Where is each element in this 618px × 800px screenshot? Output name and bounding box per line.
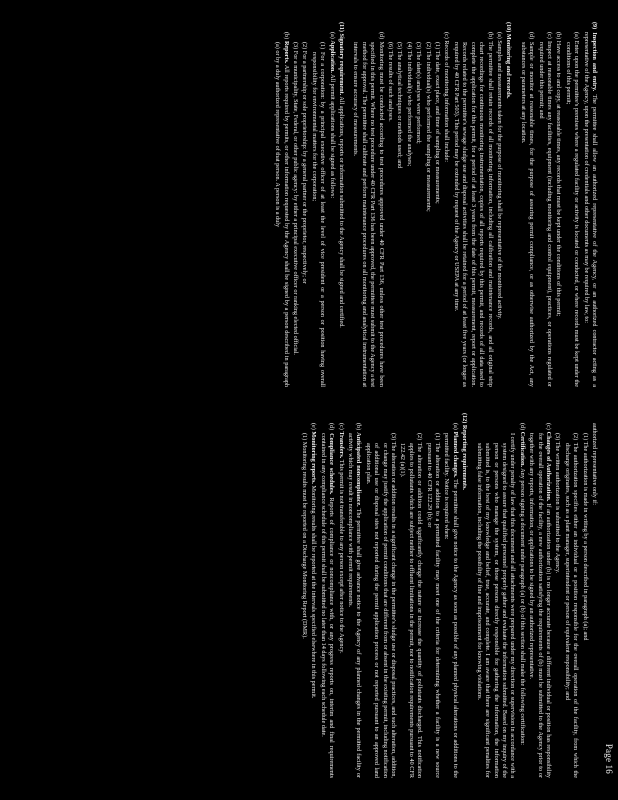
paragraph-text: Monitoring results shall be reported at the intervals specified elsewhere in this permit.: [310, 485, 318, 699]
paragraph-11b-cont: [590, 413, 598, 778]
paragraph-10: [504, 22, 512, 387]
paragraph-label: (3): [415, 42, 423, 50]
paragraph-label: (1): [319, 42, 327, 50]
paragraph-text: The permittee shall allow an authorized representative of the Agency, or an authorized contractor acting as a representative of the Agency, upon the presentation of credentials and other documents as may be required by law, to:: [582, 32, 598, 387]
paragraph-text: The date, exact place, and time of sampling or measurements;: [434, 50, 442, 204]
paragraph-text: Inspect at reasonable times any facilities, equipment (including monitoring and control equipment), practices, or operations regulated or required under this permit; and: [537, 41, 553, 387]
paragraph-10c: [442, 22, 450, 387]
paragraph-label: (12): [461, 413, 469, 424]
paragraph-label: (2): [301, 42, 309, 50]
paragraph-heading: Transfers.: [337, 431, 345, 459]
paragraph-label: (1): [581, 433, 589, 441]
paragraph-heading: Planned changes.: [451, 431, 459, 478]
paragraph-label: (d): [328, 423, 336, 431]
paragraph-text: Enter upon the permittee's premises where a regulated facility or activity is located or conducted, or where records must be kept under the conditions of this permit;: [564, 40, 581, 387]
paragraph-heading: Monitoring reports.: [310, 431, 318, 484]
paragraph-10b: [452, 22, 494, 387]
paragraph-11b3: [553, 413, 561, 778]
paragraph-label: (a): [328, 32, 336, 39]
paragraph-heading: Anticipated noncompliance.: [355, 432, 363, 507]
paragraph-text: authorized representative only if:: [591, 423, 598, 505]
paragraph-text: Reports of compliance or noncompliance with, or any progress reports on, interim and final requirements contained in any compliance schedule of this permit shall be submitted no later than 14 days following each schedule date.: [319, 433, 336, 778]
paragraph-11b2: [562, 413, 579, 778]
paragraph-label: (b): [555, 32, 563, 40]
paragraph-label: (a): [573, 32, 581, 39]
paragraph-text: The alteration or addition results in a significant change in the permittee's sludge use or disposal practices, and such alteration, addition, or change may justify the application of permit conditions that are different from or absent in the existing permit, including notification of additional use or disposal sites not reported during the permit application process or not reported pursuant to an approved land application plan.: [364, 441, 398, 778]
paragraph-text: The date(s) analyses were performed;: [415, 50, 423, 144]
paragraph-label: (c): [337, 423, 345, 430]
paragraph-text: The alteration or addition to a permitted facility may meet one of the criteria for determining whether a facility is a new source pursuant to 40 CFR 122.29 (b); or: [425, 442, 442, 778]
paragraph-10c1: [433, 22, 441, 387]
paragraph-12a2: [398, 413, 423, 778]
paragraph-10c6: [386, 22, 394, 387]
paragraph-label: (4): [405, 42, 413, 50]
paragraph-10d: [351, 22, 385, 387]
paragraph-label: (d): [377, 32, 385, 40]
paragraph-12a: [442, 413, 459, 778]
paragraph-label: (d): [528, 32, 536, 40]
paragraph-11: [337, 22, 345, 387]
paragraph-11a: [327, 22, 335, 387]
paragraph-label: (1): [434, 42, 442, 50]
paragraph-text: Monitoring results must be reported on a Discharge Monitoring Report (DMR).: [301, 441, 308, 639]
paragraph-heading: Changes of Authorization.: [544, 431, 552, 502]
paragraph-label: (d): [518, 423, 526, 431]
paragraph-text: The permittee shall retain records of all monitoring information, including all calibration and maintenance records, and all original strip chart recordings for continuous monitoring instrumentation, copies of all reports required by this permit, and records of all data used to complete the application for this permit, for a period of at least 3 years from the date of this permit, measurement, report or application. Records related to the permittee's sewage sludge use and disposal activities shall be retained for a period of at least five years (or longer as required by 40 CFR Part 503). This period may be extended by request of the Agency or USEPA at any time.: [452, 41, 494, 387]
paragraph-12e: [309, 413, 317, 778]
paragraph-text: All permit applications shall be signed as follows:: [328, 74, 336, 199]
paragraph-heading: Certification.: [518, 431, 526, 467]
paragraph-9d: [518, 22, 535, 387]
paragraph-10c5: [395, 22, 403, 387]
paragraph-heading: Inspection and entry.: [591, 32, 598, 92]
paragraph-text: If an authorization under (b) is no longer accurate because a different individual or position has responsibility for the overall operation of the facility, a new authorization satisfying the requirements of (b) must be submitted to the Agency prior to or together with any reports, information, or applications to be signed by an authorized representative.: [528, 433, 552, 778]
paragraph-10c4: [404, 22, 412, 387]
paragraph-9: [581, 22, 598, 387]
paragraph-heading: Signatory requirement.: [338, 33, 346, 96]
paragraph-11a2: [300, 22, 308, 387]
paragraph-10a: [495, 22, 503, 387]
paragraph-text: The authorization is made in writing by a person described in paragraph (a); and: [581, 441, 589, 641]
paragraph-heading: Reporting requirements.: [461, 424, 469, 490]
paragraph-11a1: [309, 22, 326, 387]
paragraph-label: (1): [301, 433, 308, 441]
paragraph-text: Samples and measurements taken for the purpose of monitoring shall be representative of the monitored activity.: [495, 40, 503, 320]
section-gap: [512, 22, 517, 387]
paragraph-label: (3): [554, 433, 562, 441]
paragraph-label: (a): [451, 423, 459, 430]
paragraph-12: [460, 413, 468, 778]
paragraph-text: Any person signing a document under paragraph (a) or (b) of this section shall make the following certification:: [518, 468, 526, 746]
section-gap: [345, 22, 350, 387]
paragraph-label: (6): [387, 42, 395, 50]
paragraph-label: (b): [282, 32, 290, 40]
paragraph-heading: Compliance schedules.: [328, 433, 336, 495]
paragraph-text: For a corporation: by a principal executive officer of at least the level of vice president or a person or position having overall responsibility for environmental matters for the corporation;: [310, 51, 327, 387]
paragraph-11d-cert: [474, 413, 516, 778]
paragraph-text: Have access to and copy, at reasonable times, any records that must be kept under the conditions of this permit;: [555, 40, 563, 317]
paragraph-9c: [536, 22, 553, 387]
paragraph-9b: [554, 22, 562, 387]
paragraph-text: The permittee shall give notice to the Agency as soon as possible of any planned physical alterations or additions to the permitted facility. Notice is required when:: [443, 433, 459, 778]
paragraph-label: (9): [591, 22, 598, 30]
paragraph-text: Monitoring must be conducted according to test procedures approved under 40 CFR Part 136, unless other test procedures have been specified in this permit. Where no test procedure under 40 CFR Part 136 has been approved, the permittee must submit to the Agency a test method for approval. The permittee shall calibrate and perform maintenance procedures on all monitoring and analytical instrumentation at intervals to ensure accuracy of measurements.: [352, 41, 385, 387]
paragraph-text: I certify under penalty of law that this document and all attachments were prepared under my direction or supervision in accordance with a system designed to assure that qualified personnel properly gather and evaluate the information submitted. Based on my inquiry of the person or persons who manage the system, or those persons directly responsible for gathering the information, the information submitted is, to the best of my knowledge and belief, true, accurate, and complete. I am aware that there are significant penalties for submitting false information, including the possibility of fine and imprisonment for knowing violations.: [475, 433, 517, 778]
paragraph-label: (11): [338, 22, 346, 32]
paragraph-label: (b): [355, 423, 363, 431]
paragraph-text: The written authorization is submitted to the Agency.: [554, 441, 562, 574]
paragraph-label: (2): [572, 433, 580, 441]
paragraph-text: For a partnership or sole proprietorship: by a general partner or the proprietor, respectively; or: [301, 50, 309, 284]
paragraph-12d: [318, 413, 335, 778]
right-column: [10, 413, 598, 778]
paragraph-12a1: [424, 413, 441, 778]
paragraph-heading: Application.: [328, 40, 336, 73]
paragraph-11c: [527, 413, 552, 778]
paragraph-heading: Monitoring and records.: [505, 33, 513, 99]
paragraph-text: The alteration or addition could significantly change the nature or increase the quantity of pollutants discharged. This notification applies to pollutants which are subject neither to effluent limitations in the permit, nor to notification requirements pursuant to 40 CFR 122.42 (a)(1).: [399, 442, 424, 778]
paragraph-12b: [346, 413, 363, 778]
paragraph-heading: Reports.: [282, 40, 290, 64]
paragraph-label: (2): [416, 433, 424, 441]
paragraph-text: The individual(s) who performed the analyses;: [405, 50, 413, 167]
paragraph-10c3: [414, 22, 422, 387]
paragraph-12a3: [363, 413, 397, 778]
paragraph-label: (2): [424, 42, 432, 50]
paragraph-9a: [563, 22, 580, 387]
paragraph-label: (3): [390, 433, 398, 441]
paragraph-text: The individual(s) who performed the sampling or measurements;: [424, 50, 432, 212]
paragraph-label: (3): [292, 42, 299, 50]
left-column: [10, 22, 598, 387]
paragraph-text: For a municipality, State, Federal, or other public agency: by either a principal executive officer or ranking elected official.: [292, 50, 299, 355]
paragraph-label: (e): [310, 423, 318, 430]
paragraph-12e1: [300, 413, 308, 778]
paragraph-text: Sample or monitor at reasonable times, for the purpose of assuring permit compliance, or as otherwise authorized by the Act, any substances or parameters at any location.: [519, 42, 536, 387]
paragraph-text: All applications, reports or information submitted to the Agency shall be signed and certified.: [338, 96, 346, 328]
paragraph-11d: [517, 413, 525, 778]
paragraph-text: The authorization specifies either an individual or a position responsible for the overall operation of the facility, from which the discharge originates, such as a plant manager, superintendent or person of equivalent responsibility; and: [563, 442, 580, 778]
paragraph-11b: [273, 22, 290, 387]
paragraph-label: (c): [545, 32, 553, 39]
paragraph-text: All reports required by permits, or other information requested by the Agency shall be signed by a person described in paragraph (a) or by a duly authorized representative of that person. A person is a duly: [274, 42, 290, 387]
paragraph-11a3: [291, 22, 299, 387]
paragraph-label: (a): [495, 32, 503, 39]
paragraph-text: The permittee shall give advance notice to the Agency of any planned changes in the permitted facility or activity which may result in noncompliance with permit requirements.: [347, 433, 363, 778]
paragraph-12c: [336, 413, 344, 778]
paragraph-text: The analytical techniques or methods used; and: [396, 50, 404, 169]
paragraph-label: (5): [396, 42, 404, 50]
paragraph-label: (c): [544, 423, 552, 430]
paragraph-text: Records of monitoring information shall include:: [443, 40, 451, 162]
paragraph-text: This permit is not transferable to any person except after notice to the Agency.: [337, 459, 345, 654]
paragraph-label: (1): [434, 433, 442, 441]
text-columns: [10, 22, 598, 778]
paragraph-label: (c): [443, 32, 451, 39]
paragraph-11b1: [580, 413, 588, 778]
paragraph-label: (b): [486, 32, 494, 40]
paragraph-label: (10): [505, 22, 513, 33]
section-gap: [468, 413, 473, 778]
paragraph-10c2: [423, 22, 431, 387]
page-number: Page 16: [604, 743, 614, 774]
paragraph-text: The results of such analyses.: [387, 50, 395, 122]
